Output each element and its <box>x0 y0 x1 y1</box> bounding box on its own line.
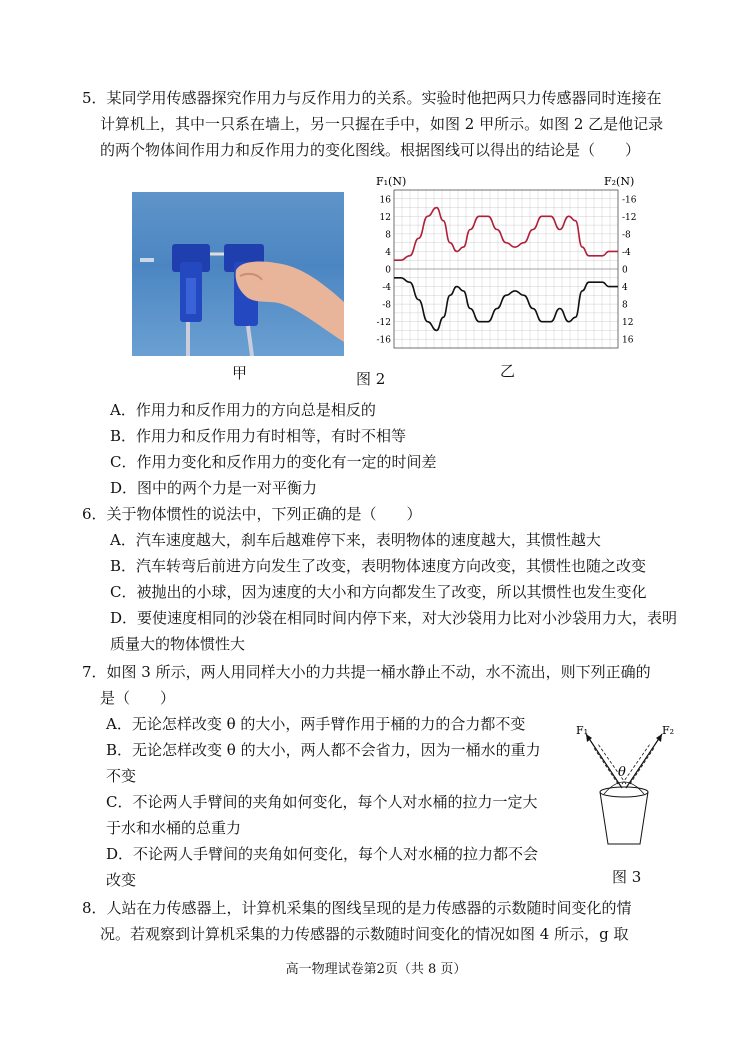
right-tick-label: -8 <box>622 230 631 241</box>
right-tick-label: 16 <box>622 335 634 346</box>
right-tick-labels <box>622 195 637 345</box>
q6-option-b: B．汽车转弯后前进方向发生了改变，表明物体速度方向改变，其惯性也随之改变 <box>110 557 647 575</box>
q5-option-a: A．作用力和反作用力的方向总是相反的 <box>110 401 376 419</box>
fig3-caption: 图 3 <box>612 868 642 886</box>
q7-option-b-cont: 不变 <box>106 767 137 785</box>
force-chart <box>372 172 642 352</box>
right-tick-label: -16 <box>622 195 637 206</box>
left-tick-label: 0 <box>385 265 391 276</box>
q6-stem: 6．关于物体惯性的说法中，下列正确的是（ ） <box>82 505 422 523</box>
q7-option-c: C．不论两人手臂间的夹角如何变化，每个人对水桶的拉力一定大 <box>106 793 538 811</box>
q5-line3: 的两个物体间作用力和反作用力的变化图线。根据图线可以得出的结论是（ ） <box>100 141 641 159</box>
q8-line1: 8．人站在力传感器上，计算机采集的图线呈现的是力传感器的示数随时间变化的情 <box>82 899 632 917</box>
right-tick-label: 0 <box>622 265 628 276</box>
arm-left <box>586 734 622 788</box>
q6-option-d: D．要使速度相同的沙袋在相同时间内停下来，对大沙袋用力比对小沙袋用力大，表明 <box>110 609 678 627</box>
left-tick-label: -4 <box>382 283 391 294</box>
q7-option-a: A．无论怎样改变 θ 的大小，两手臂作用于桶的力的合力都不变 <box>106 715 526 733</box>
right-tick-label: -4 <box>622 247 631 258</box>
q5-option-c: C．作用力变化和反作用力的变化有一定的时间差 <box>110 453 437 471</box>
wall-hook <box>140 258 154 262</box>
left-tick-label: 16 <box>379 195 391 206</box>
q7-line2: 是（ ） <box>100 689 176 707</box>
chart-grid <box>394 190 618 348</box>
bucket-diagram <box>572 720 682 860</box>
q7-option-b: B．无论怎样改变 θ 的大小，两人都不会省力，因为一桶水的重力 <box>106 741 541 759</box>
q6-option-d-cont: 质量大的物体惯性大 <box>110 635 246 653</box>
q5-option-b: B．作用力和反作用力有时相等，有时不相等 <box>110 427 407 445</box>
right-tick-label: 12 <box>622 318 634 329</box>
left-tick-label: 12 <box>379 212 391 223</box>
q5-line1: 5．某同学用传感器探究作用力与反作用力的关系。实验时他把两只力传感器同时连接在 <box>82 89 662 107</box>
q7-line1: 7．如图 3 所示，两人用同样大小的力共提一桶水静止不动，水不流出，则下列正确的 <box>82 663 651 681</box>
q7-option-d: D．不论两人手臂间的夹角如何变化，每个人对水桶的拉力都不会 <box>106 845 539 863</box>
left-axis-label: F₁(N) <box>376 175 407 188</box>
right-tick-label: 8 <box>622 300 628 311</box>
right-axis-label: F₂(N) <box>604 175 635 188</box>
left-tick-label: -8 <box>382 300 391 311</box>
theta-label: θ <box>618 765 626 780</box>
left-tick-labels <box>377 195 392 345</box>
bucket-rim <box>600 787 648 797</box>
sensor-photo <box>132 192 344 356</box>
q7-option-d-cont: 改变 <box>106 871 137 889</box>
page-footer: 高一物理试卷第2页（共 8 页） <box>285 962 467 977</box>
sensor-photo-drawing <box>132 192 344 356</box>
q7-option-c-cont: 于水和水桶的总重力 <box>106 819 242 837</box>
fig2-caption-left: 甲 <box>232 364 248 382</box>
fig2-caption: 图 2 <box>356 370 386 388</box>
left-tick-label: 4 <box>385 247 391 258</box>
f1-label: F₁ <box>576 724 589 737</box>
q5-option-d: D．图中的两个力是一对平衡力 <box>110 479 318 497</box>
q5-line2: 计算机上，其中一只系在墙上，另一只握在手中，如图 2 甲所示。如图 2 乙是他记录 <box>100 115 664 133</box>
q8-line2: 况。若观察到计算机采集的力传感器的示数随时间变化的情况如图 4 所示，g 取 <box>100 925 629 943</box>
bucket-body <box>600 792 648 844</box>
left-tick-label: -12 <box>376 318 391 329</box>
left-tick-label: 8 <box>385 230 391 241</box>
right-tick-label: 4 <box>622 283 628 294</box>
left-tick-label: -16 <box>376 335 391 346</box>
right-tick-label: -12 <box>622 212 637 223</box>
q6-option-c: C．被抛出的小球，因为速度的大小和方向都发生了改变，所以其惯性也发生变化 <box>110 583 647 601</box>
f2-label: F₂ <box>662 724 675 737</box>
arm-right <box>626 734 662 788</box>
q6-option-a: A．汽车速度越大，刹车后越难停下来，表明物体的速度越大，其惯性越大 <box>110 531 601 549</box>
fig2-caption-right: 乙 <box>500 362 516 380</box>
bucket-handle <box>604 782 644 794</box>
